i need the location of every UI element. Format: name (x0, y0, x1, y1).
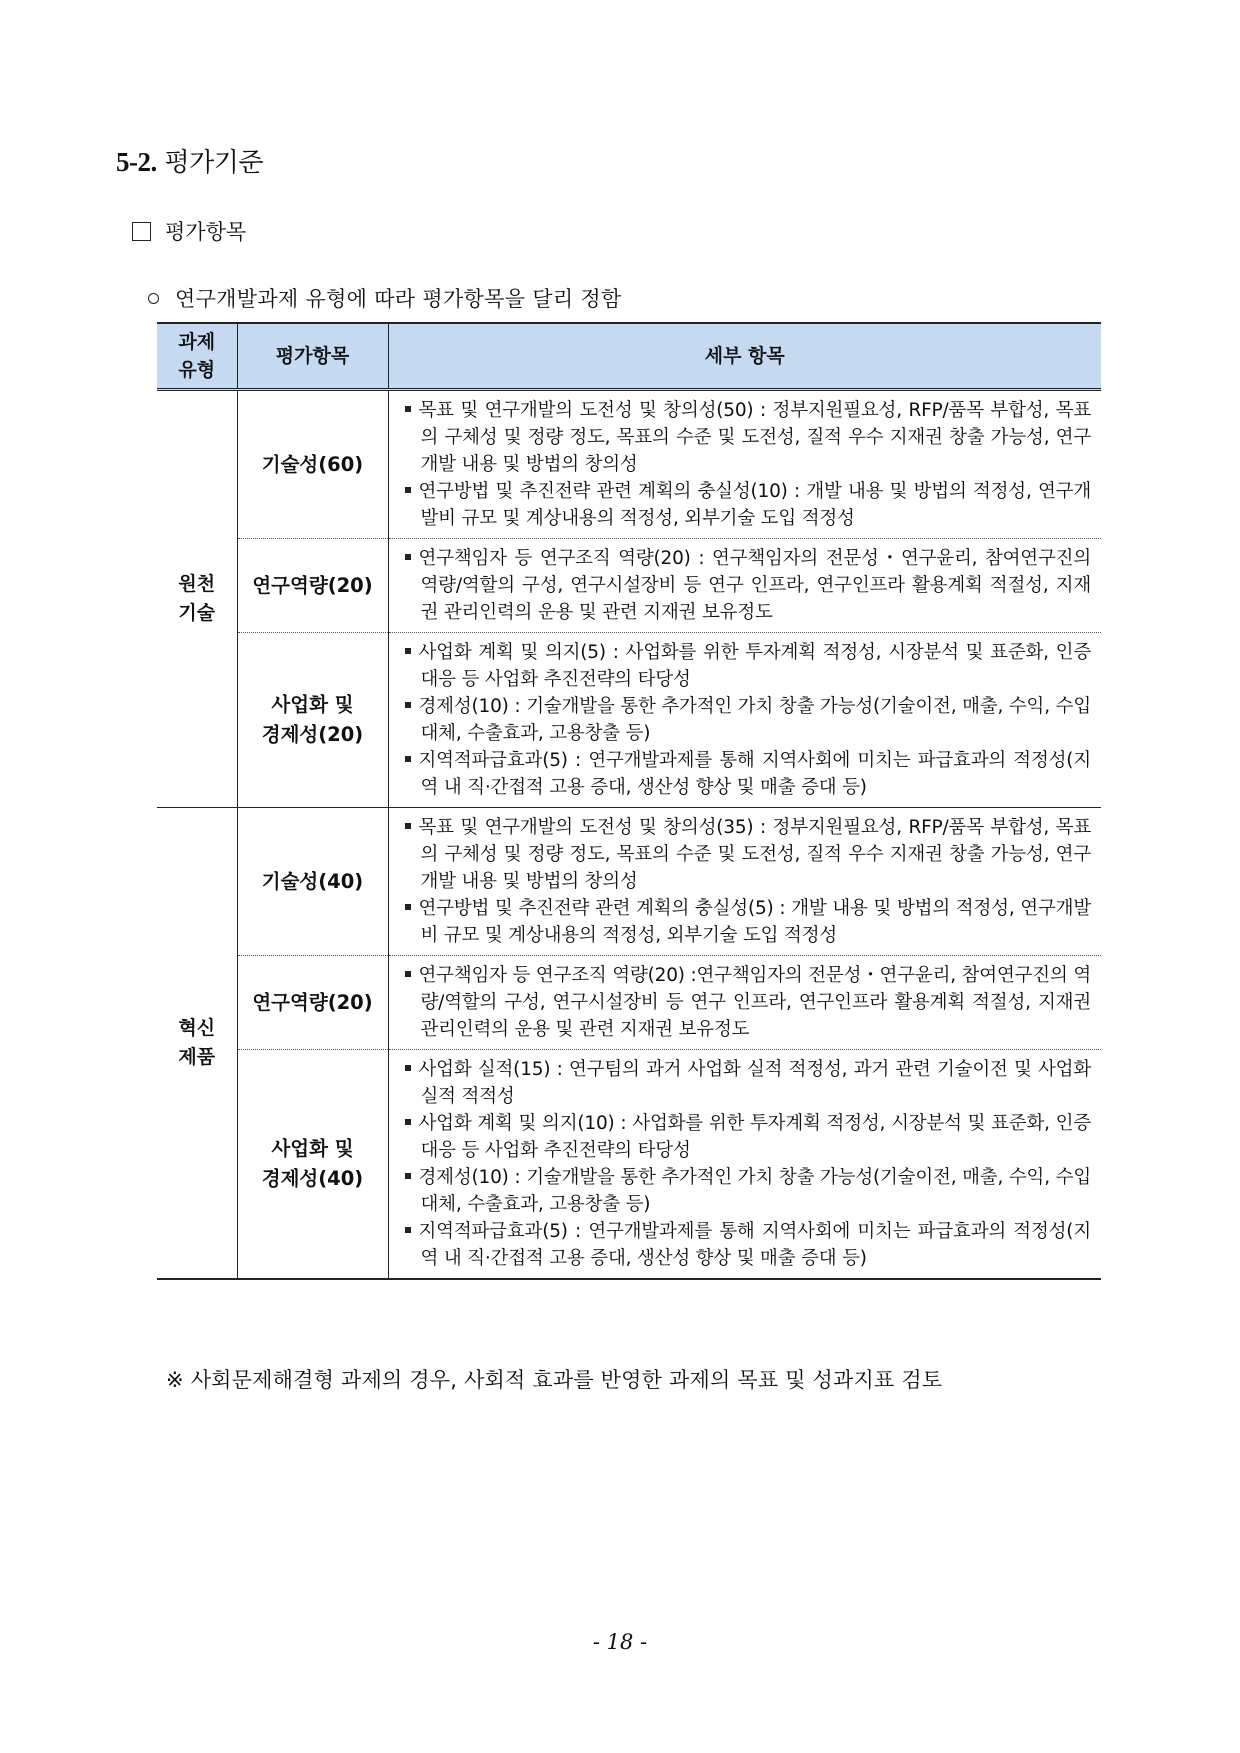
detail-item (405, 545, 1092, 626)
evaluation-item-line1: 사업화 및 (271, 693, 354, 716)
detail-text: 사업화 실적(15) : 연구팀의 과거 사업화 실적 적정성, 과거 관련 기술이전 및 사업화 실적 적적성 (418, 1059, 1091, 1107)
evaluation-item-cell (237, 1050, 388, 1280)
detail-text: 사업화 계획 및 의지(10) : 사업화를 위한 투자계획 적정성, 시장분석 및 표준화, 인증 대응 등 사업화 추진전략의 타당성 (418, 1113, 1091, 1161)
detail-item (405, 397, 1092, 478)
square-bullet-icon (405, 756, 411, 762)
square-bullet-icon (405, 554, 411, 560)
reference-mark-icon: ※ (166, 1368, 184, 1392)
square-bullet-icon (405, 702, 411, 708)
item-heading (132, 216, 246, 246)
detail-item (405, 1164, 1092, 1218)
project-type-line2: 제품 (178, 1046, 216, 1068)
section-number: 5-2. (116, 147, 157, 177)
table-row (157, 633, 1101, 808)
detail-item (405, 1056, 1092, 1110)
header-type-line1: 과제 (178, 331, 216, 353)
detail-item (405, 693, 1092, 747)
detail-item (405, 639, 1092, 693)
detail-text: 지역적파급효과(5) : 연구개발과제를 통해 지역사회에 미치는 파급효과의 적정성(지역 내 직·간접적 고용 증대, 생산성 향상 및 매출 증대 등) (418, 1221, 1091, 1269)
detail-item (405, 895, 1092, 949)
detail-cell (388, 390, 1101, 539)
project-type-line1: 원천 (178, 573, 216, 595)
detail-text: 경제성(10) : 기술개발을 통한 추가적인 가치 창출 가능성(기술이전, 매출, 수익, 수입대체, 수출효과, 고용창출 등) (418, 1167, 1091, 1215)
detail-text: 연구방법 및 추진전략 관련 계획의 충실성(5) : 개발 내용 및 방법의 적정성, 연구개발비 규모 및 계상내용의 적정성, 외부기술 도입 적정성 (418, 898, 1091, 946)
evaluation-item-line2: 경제성(40) (261, 1167, 364, 1190)
detail-cell (388, 539, 1101, 633)
square-bullet-icon (405, 823, 411, 829)
page-number: - 18 - (592, 1630, 648, 1654)
square-bullet-icon (405, 904, 411, 910)
detail-item (405, 478, 1092, 532)
evaluation-criteria-table (157, 322, 1101, 1280)
square-bullet-icon (405, 971, 411, 977)
square-bullet-icon (405, 487, 411, 493)
evaluation-item-line1: 연구역량(20) (252, 573, 373, 597)
detail-cell (388, 808, 1101, 956)
detail-item (405, 1110, 1092, 1164)
square-bullet-icon (405, 1173, 411, 1179)
square-bullet-icon (405, 1227, 411, 1233)
intro-line (148, 283, 622, 313)
detail-cell (388, 1050, 1101, 1280)
detail-text: 연구방법 및 추진전략 관련 계획의 충실성(10) : 개발 내용 및 방법의 적정성, 연구개발비 규모 및 계상내용의 적정성, 외부기술 도입 적정성 (418, 481, 1091, 529)
square-bullet-icon (405, 648, 411, 654)
header-type-line2: 유형 (178, 359, 216, 381)
project-type-cell (157, 808, 237, 1280)
header-detail: 세부 항목 (388, 323, 1101, 390)
section-title (116, 142, 263, 179)
table-row (157, 390, 1101, 539)
evaluation-item-cell (237, 633, 388, 808)
detail-item (405, 814, 1092, 895)
footnote-text: 사회문제해결형 과제의 경우, 사회적 효과를 반영한 과제의 목표 및 성과지표 검토 (190, 1368, 943, 1392)
section-title-text: 평가기준 (164, 148, 263, 178)
detail-text: 연구책임자 등 연구조직 역량(20) :연구책임자의 전문성・연구윤리, 참여연구진의 역량/역할의 구성, 연구시설장비 등 연구 인프라, 연구인프라 활용계획 적절성, 지재권 관리인력의 운용 및 관련 지재권 보유정도 (418, 965, 1091, 1040)
evaluation-item-line1: 기술성(60) (261, 452, 364, 476)
square-bullet-icon (405, 1119, 411, 1125)
intro-text: 연구개발과제 유형에 따라 평가항목을 달리 정함 (175, 287, 622, 311)
project-type-line2: 기술 (178, 602, 216, 624)
header-type (157, 323, 237, 390)
evaluation-item-cell (237, 808, 388, 956)
evaluation-item-cell (237, 390, 388, 539)
detail-item (405, 962, 1092, 1043)
table-row (157, 808, 1101, 956)
evaluation-item-line2: 경제성(20) (261, 723, 364, 746)
evaluation-item-line1: 연구역량(20) (252, 990, 373, 1014)
evaluation-item-cell (237, 539, 388, 633)
header-item: 평가항목 (237, 323, 388, 390)
detail-item (405, 1218, 1092, 1272)
footnote (166, 1364, 942, 1394)
detail-text: 경제성(10) : 기술개발을 통한 추가적인 가치 창출 가능성(기술이전, 매출, 수익, 수입대체, 수출효과, 고용창출 등) (418, 696, 1091, 744)
table-row (157, 539, 1101, 633)
project-type-line1: 혁신 (178, 1017, 216, 1039)
table-row (157, 1050, 1101, 1280)
detail-cell (388, 956, 1101, 1050)
square-bullet-icon (405, 406, 411, 412)
detail-text: 지역적파급효과(5) : 연구개발과제를 통해 지역사회에 미치는 파급효과의 적정성(지역 내 직·간접적 고용 증대, 생산성 향상 및 매출 증대 등) (418, 750, 1091, 798)
detail-text: 목표 및 연구개발의 도전성 및 창의성(50) : 정부지원필요성, RFP/품목 부합성, 목표의 구체성 및 정량 정도, 목표의 수준 및 도전성, 질적 우수 지재권 창출 가능성, 연구개발 내용 및 방법의 창의성 (418, 400, 1091, 475)
table-row (157, 956, 1101, 1050)
square-bullet-icon (132, 222, 151, 241)
evaluation-item-cell (237, 956, 388, 1050)
circle-bullet-icon (148, 293, 159, 304)
table-header-row (157, 323, 1101, 390)
detail-cell (388, 633, 1101, 808)
detail-text: 연구책임자 등 연구조직 역량(20) : 연구책임자의 전문성・연구윤리, 참여연구진의 역량/역할의 구성, 연구시설장비 등 연구 인프라, 연구인프라 활용계획 적절성, 지재권 관리인력의 운용 및 관련 지재권 보유정도 (418, 548, 1091, 623)
item-heading-label: 평가항목 (165, 220, 247, 244)
detail-text: 사업화 계획 및 의지(5) : 사업화를 위한 투자계획 적정성, 시장분석 및 표준화, 인증 대응 등 사업화 추진전략의 타당성 (418, 642, 1091, 690)
evaluation-item-line1: 기술성(40) (261, 869, 364, 893)
evaluation-item-line1: 사업화 및 (271, 1137, 354, 1160)
project-type-cell (157, 390, 237, 808)
square-bullet-icon (405, 1065, 411, 1071)
table-body (157, 390, 1101, 1280)
detail-item (405, 747, 1092, 801)
detail-text: 목표 및 연구개발의 도전성 및 창의성(35) : 정부지원필요성, RFP/품목 부합성, 목표의 구체성 및 정량 정도, 목표의 수준 및 도전성, 질적 우수 지재권 창출 가능성, 연구개발 내용 및 방법의 창의성 (418, 817, 1091, 892)
